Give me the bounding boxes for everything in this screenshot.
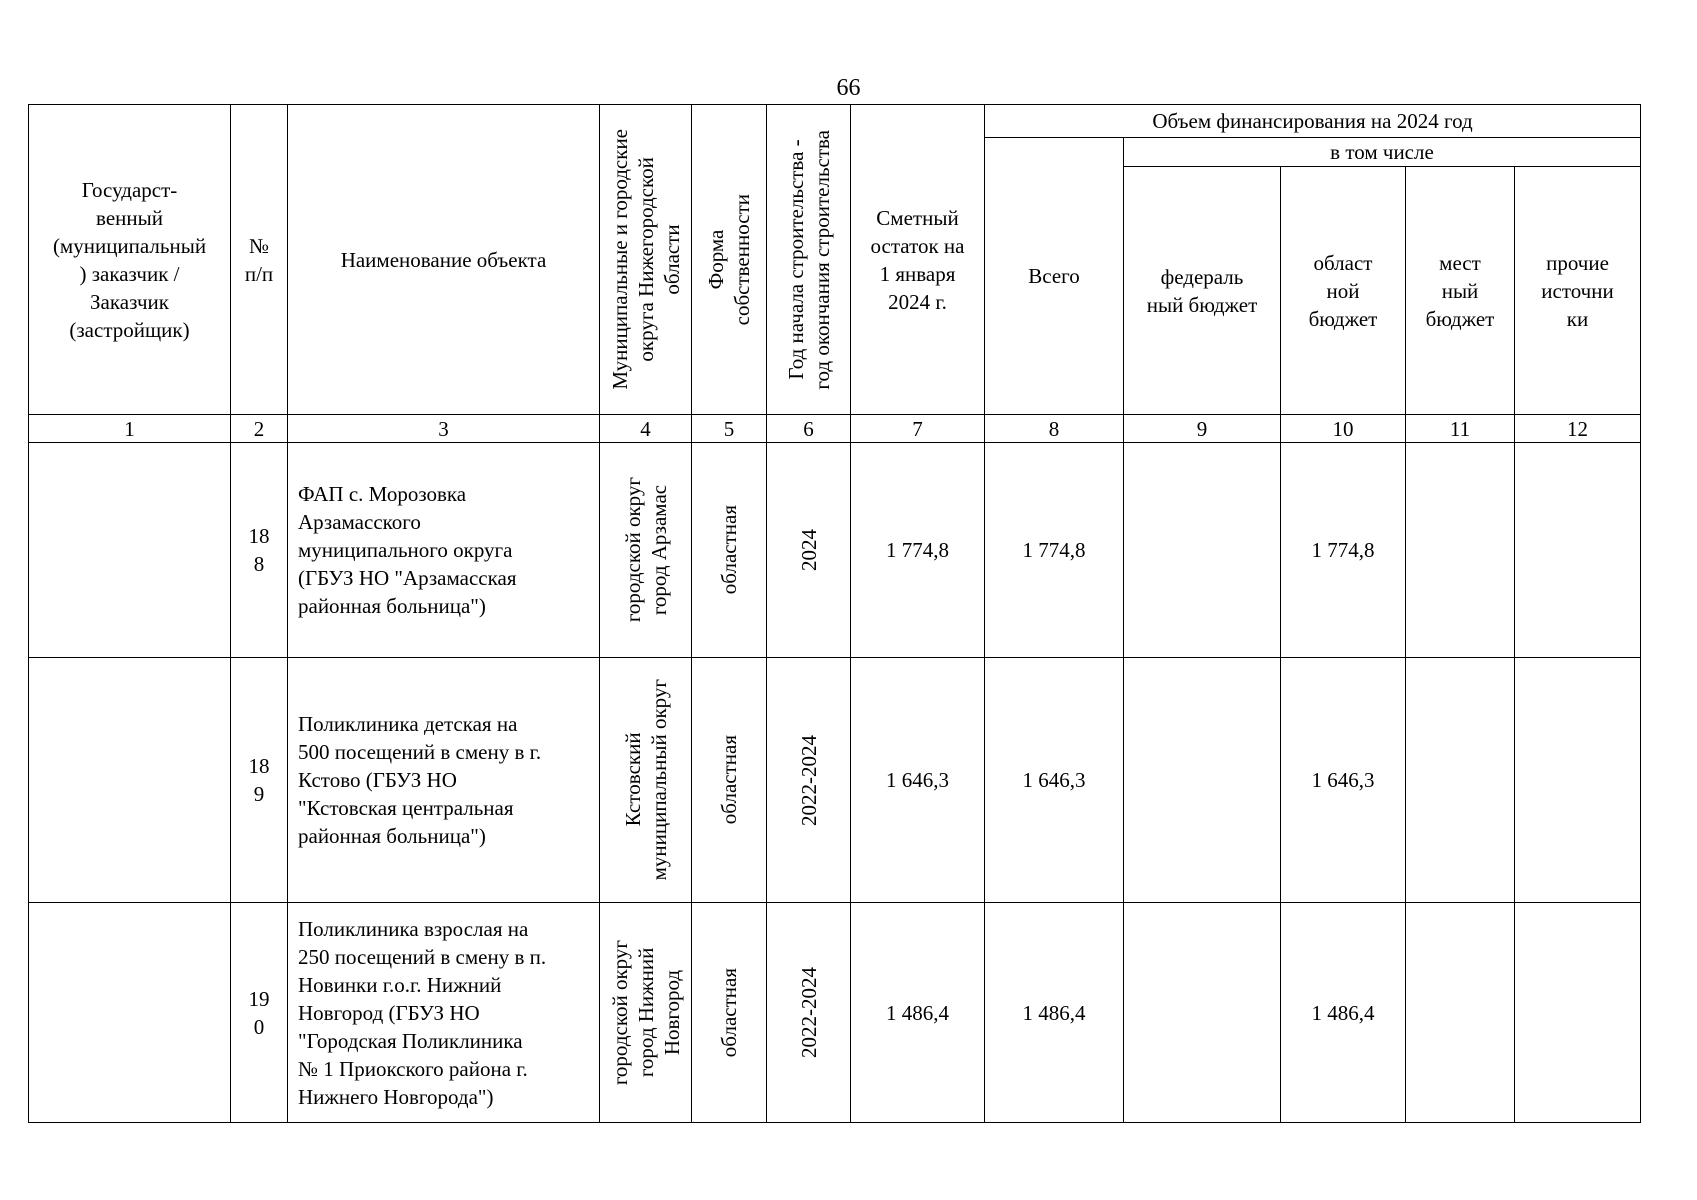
column-number: 1 — [29, 415, 231, 443]
row-municipality: Кстовский муниципальный округ — [620, 679, 671, 881]
column-number-row — [29, 415, 1641, 443]
row-num: 18 8 — [231, 443, 288, 658]
row-other — [1515, 903, 1641, 1123]
row-customer — [29, 443, 231, 658]
row-total: 1 486,4 — [985, 903, 1124, 1123]
column-number: 6 — [767, 415, 851, 443]
column-number: 3 — [288, 415, 600, 443]
header-estimate: Сметный остаток на 1 января 2024 г. — [851, 105, 985, 415]
column-number: 10 — [1281, 415, 1406, 443]
header-ownership-cell — [692, 105, 767, 415]
row-regional: 1 486,4 — [1281, 903, 1406, 1123]
header-years: Год начала строительства - год окончания строительства — [783, 129, 834, 390]
header-total: Всего — [985, 138, 1124, 415]
row-municipality-cell — [600, 658, 692, 903]
row-total: 1 774,8 — [985, 443, 1124, 658]
row-ownership-cell — [692, 903, 767, 1123]
column-number: 5 — [692, 415, 767, 443]
row-ownership: областная — [717, 735, 741, 825]
header-regional: област ной бюджет — [1281, 167, 1406, 415]
row-municipality-cell — [600, 903, 692, 1123]
row-federal — [1124, 443, 1281, 658]
row-years-cell — [767, 658, 851, 903]
row-ownership: областная — [717, 505, 741, 595]
column-number: 7 — [851, 415, 985, 443]
page-number: 66 — [836, 75, 861, 101]
header-municipality: Муниципальные и городские округа Нижегородской области — [607, 129, 684, 390]
header-num: № п/п — [231, 105, 288, 415]
row-customer — [29, 903, 231, 1123]
row-object-name: Поликлиника детская на 500 посещений в смену в г. Кстово (ГБУЗ НО "Кстовская центральная районная больница") — [288, 658, 600, 903]
row-years-cell — [767, 903, 851, 1123]
row-federal — [1124, 903, 1281, 1123]
row-federal — [1124, 658, 1281, 903]
row-other — [1515, 443, 1641, 658]
row-years: 2024 — [796, 529, 821, 571]
row-years-cell — [767, 443, 851, 658]
row-num: 19 0 — [231, 903, 288, 1123]
row-customer — [29, 658, 231, 903]
row-municipality: городской округ город Нижний Новгород — [607, 939, 684, 1086]
header-other: прочие источни ки — [1515, 167, 1641, 415]
row-years: 2022-2024 — [796, 967, 821, 1058]
column-number: 12 — [1515, 415, 1641, 443]
row-num: 18 9 — [231, 658, 288, 903]
row-years: 2022-2024 — [796, 734, 821, 826]
row-object-name: Поликлиника взрослая на 250 посещений в смену в п. Новинки г.о.г. Нижний Новгород (ГБУЗ НО "Городская Поликлиника № 1 Приокского района г. Нижнего Новгорода") — [288, 903, 600, 1123]
row-local — [1406, 443, 1515, 658]
table-row — [29, 443, 1641, 658]
header-object-name: Наименование объекта — [288, 105, 600, 415]
header-including: в том числе — [1124, 138, 1641, 167]
row-local — [1406, 658, 1515, 903]
row-estimate: 1 486,4 — [851, 903, 985, 1123]
column-number: 4 — [600, 415, 692, 443]
row-object-name: ФАП с. Морозовка Арзамасского муниципального округа (ГБУЗ НО "Арзамасская районная больница") — [288, 443, 600, 658]
row-municipality-cell — [600, 443, 692, 658]
header-municipality-cell — [600, 105, 692, 415]
header-financing: Объем финансирования на 2024 год — [985, 105, 1641, 138]
header-years-cell — [767, 105, 851, 415]
row-total: 1 646,3 — [985, 658, 1124, 903]
header-customer: Государст- венный (муниципальный ) заказчик / Заказчик (застройщик) — [29, 105, 231, 415]
column-number: 2 — [231, 415, 288, 443]
column-number: 11 — [1406, 415, 1515, 443]
table-row — [29, 658, 1641, 903]
row-estimate: 1 774,8 — [851, 443, 985, 658]
row-regional: 1 774,8 — [1281, 443, 1406, 658]
column-number: 8 — [985, 415, 1124, 443]
header-row-1 — [29, 105, 1641, 138]
row-municipality: городской округ город Арзамас — [620, 477, 671, 623]
header-ownership: Форма собственности — [704, 193, 754, 326]
row-ownership-cell — [692, 443, 767, 658]
row-estimate: 1 646,3 — [851, 658, 985, 903]
header-local: мест ный бюджет — [1406, 167, 1515, 415]
row-ownership: областная — [717, 967, 741, 1058]
header-federal: федераль ный бюджет — [1124, 167, 1281, 415]
column-number: 9 — [1124, 415, 1281, 443]
row-local — [1406, 903, 1515, 1123]
row-regional: 1 646,3 — [1281, 658, 1406, 903]
financing-table — [28, 104, 1641, 1123]
row-ownership-cell — [692, 658, 767, 903]
table-row — [29, 903, 1641, 1123]
row-other — [1515, 658, 1641, 903]
